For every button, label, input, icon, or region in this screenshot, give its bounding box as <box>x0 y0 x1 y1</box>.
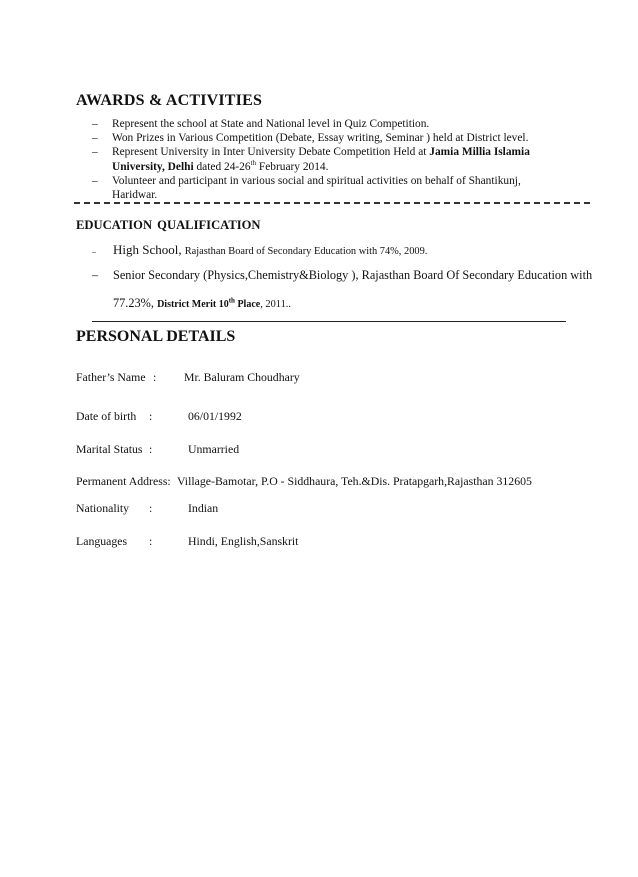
award-date: dated 24-26 <box>193 160 251 173</box>
dashed-divider <box>74 202 590 204</box>
bullet-dash: – <box>92 118 98 130</box>
ss-merit-suffix: th <box>228 296 235 305</box>
university-name: Jamia Millia Islamia University, Delhi <box>112 146 530 173</box>
nationality-colon: : <box>149 501 153 515</box>
personal-heading: PERSONAL DETAILS <box>76 328 236 345</box>
awards-list <box>92 117 552 202</box>
father-label: Father’s Name <box>76 370 146 384</box>
hs-detail: Rajasthan Board of Secondary Education with 74%, 2009. <box>184 246 428 257</box>
languages-label: Languages <box>76 534 128 548</box>
hs-label: High School, <box>113 242 182 257</box>
award-text: Volunteer and participant in various social and spiritual activities on behalf of Shantikunj, Haridwar. <box>112 174 521 202</box>
award-text: Won Prizes in Various Competition (Debate, Essay writing, Seminar ) held at District level. <box>112 132 529 145</box>
marital-value: Unmarried <box>188 442 240 456</box>
ss-line1: Senior Secondary (Physics,Chemistry&Biology ), Rajasthan Board Of Secondary Education with <box>113 268 593 282</box>
dob-label: Date of birth <box>76 409 137 423</box>
dob-colon: : <box>149 409 153 423</box>
bullet-dash: – <box>92 174 98 187</box>
address-value: Village-Bamotar, P.O - Siddhaura, Teh.&Dis. Pratapgarh,Rajasthan 312605 <box>177 474 532 488</box>
bullet-dash: – <box>92 146 98 159</box>
date-suffix: th <box>250 158 257 167</box>
nationality-label: Nationality <box>76 501 130 515</box>
award-text: Represent University in Inter University Debate Competition Held at <box>112 146 430 159</box>
ss-merit-place: Place <box>234 299 261 310</box>
dob-value: 06/01/1992 <box>188 409 242 423</box>
ss-percentage: 77.23%, <box>113 296 154 310</box>
languages-value: Hindi, English,Sanskrit <box>188 534 299 548</box>
ss-merit-text: District Merit 10 <box>157 299 229 310</box>
bullet-dash: – <box>92 132 98 145</box>
nationality-value: Indian <box>188 501 219 515</box>
address-label: Permanent Address: <box>76 474 171 488</box>
list-item <box>92 145 552 173</box>
education-heading: EDUCATION QUALIFICATION <box>76 218 261 232</box>
education-high-school <box>92 242 592 258</box>
father-value: Mr. Baluram Choudhary <box>184 370 300 384</box>
marital-label: Marital Status <box>76 442 143 456</box>
father-colon: : <box>153 370 157 384</box>
bullet-dash: – <box>92 246 96 256</box>
list-item <box>92 174 552 202</box>
list-item <box>92 117 552 131</box>
list-item <box>92 131 552 145</box>
award-text: Represent the school at State and National level in Quiz Competition. <box>112 118 430 130</box>
marital-colon: : <box>149 442 153 456</box>
languages-colon: : <box>149 534 153 548</box>
education-senior-secondary-result <box>113 296 613 311</box>
solid-divider <box>92 321 566 322</box>
education-senior-secondary <box>92 268 592 283</box>
award-date-rest: February 2014. <box>256 160 329 173</box>
ss-year: , 2011.. <box>260 299 292 310</box>
awards-heading: AWARDS & ACTIVITIES <box>76 92 263 109</box>
ss-merit <box>157 296 261 310</box>
bullet-dash: – <box>92 268 99 282</box>
